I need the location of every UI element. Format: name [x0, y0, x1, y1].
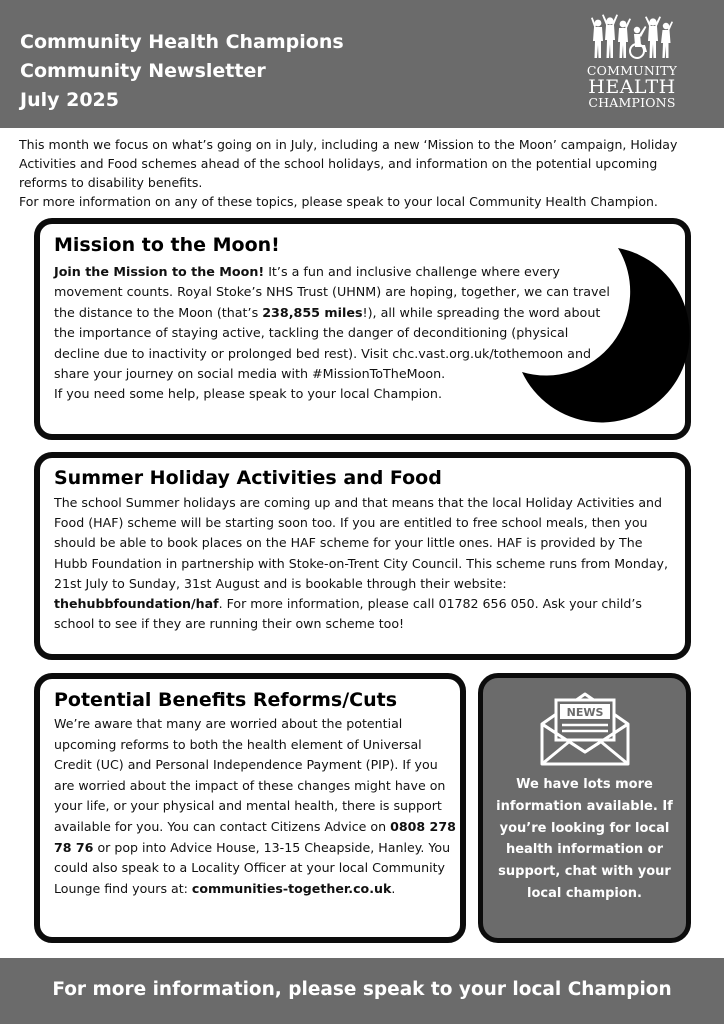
- mission-heading: Mission to the Moon!: [54, 234, 280, 256]
- citizens-advice-phone: 0808 278 78 76: [54, 818, 456, 855]
- haf-text-2: . For more information, please call 01782 656 050. Ask your child’s school to see if they are running their own scheme too!: [54, 596, 642, 632]
- benefits-text-1: We’re aware that many are worried about the potential upcoming reforms to both the health element of Universal Credit (UC) and Personal Independence Payment (PIP). If you are worried about the impact of these changes might have on your life, or your physical and mental health, there is support available for you. You can contact Citizens Advice on: [54, 716, 446, 834]
- benefits-text-2: or pop into Advice House, 13-15 Cheapside, Hanley. You could also speak to a Locality Officer at your local Community Lounge find yours at:: [54, 839, 451, 896]
- mission-text-2: !), all while spreading the word about the importance of staying active, tackling the danger of deconditioning (physical decline due to inactivity or prolonged bed rest). Visit chc.vast.org.uk/tothemoon and share your journey on social media with #MissionToTheMoon.: [54, 304, 601, 382]
- header-banner: [0, 0, 724, 128]
- title-line-3: July 2025: [20, 89, 119, 111]
- intro-paragraph: [19, 135, 709, 211]
- haf-text-1: The school Summer holidays are coming up and that means that the local Holiday Activities and Food (HAF) scheme will be starting soon too. If you are entitled to free school meals, then you should be able to book places on the HAF scheme for your little ones. HAF is provided by The Hubb Foundation in partnership with Stoke-on-Trent City Council. This scheme runs from Monday, 21st July to Sunday, 31st August and is bookable through their website:: [54, 495, 669, 591]
- mission-distance: 238,855 miles: [262, 304, 363, 320]
- intro-more-info: For more information on any of these topics, please speak to your local Community Health Champion.: [19, 194, 658, 209]
- news-envelope-icon: [538, 690, 632, 768]
- title-line-2: Community Newsletter: [20, 60, 266, 82]
- logo-wordmark: [574, 64, 690, 110]
- mission-lead: Join the Mission to the Moon!: [54, 264, 265, 279]
- news-label: NEWS: [566, 706, 604, 719]
- logo-line-community: COMMUNITY: [586, 63, 678, 78]
- mission-body: [54, 262, 614, 384]
- logo-line-health: HEALTH: [588, 76, 676, 98]
- footer-text: For more information, please speak to your local Champion: [52, 979, 672, 1000]
- more-information-box: [478, 673, 691, 943]
- benefits-reforms-card: [34, 673, 466, 943]
- title-line-1: Community Health Champions: [20, 31, 344, 53]
- holiday-activities-card: [34, 452, 691, 660]
- community-health-champions-logo: [574, 14, 690, 116]
- communities-together-website: communities-together.co.uk: [191, 880, 392, 896]
- more-information-text: We have lots more information available. If you’re looking for local health information or support, chat with your local champion.: [496, 777, 673, 901]
- haf-body: [54, 493, 674, 634]
- benefits-heading: Potential Benefits Reforms/Cuts: [54, 689, 398, 711]
- footer-banner: [0, 958, 724, 1024]
- logo-line-champions: CHAMPIONS: [588, 95, 676, 110]
- benefits-body: [54, 714, 458, 899]
- mission-to-moon-card: [34, 218, 691, 440]
- haf-website: thehubbfoundation/haf: [54, 596, 219, 612]
- people-celebrating-icon: [590, 14, 674, 60]
- benefits-text-3: .: [391, 880, 396, 896]
- mission-help-text: If you need some help, please speak to your local Champion.: [54, 386, 442, 402]
- mission-text-1: It’s a fun and inclusive challenge where every movement counts. Royal Stoke’s NHS Trust (UHNM) are hoping, together, we can travel the distance to the Moon (that’s: [54, 264, 610, 320]
- haf-heading: Summer Holiday Activities and Food: [54, 467, 442, 489]
- intro-text: This month we focus on what’s going on in July, including a new ‘Mission to the Moon’ campaign, Holiday Activities and Food schemes ahead of the school holidays, and information on the potential upcoming reforms to disability benefits.: [19, 137, 678, 190]
- newsletter-title: [20, 28, 344, 115]
